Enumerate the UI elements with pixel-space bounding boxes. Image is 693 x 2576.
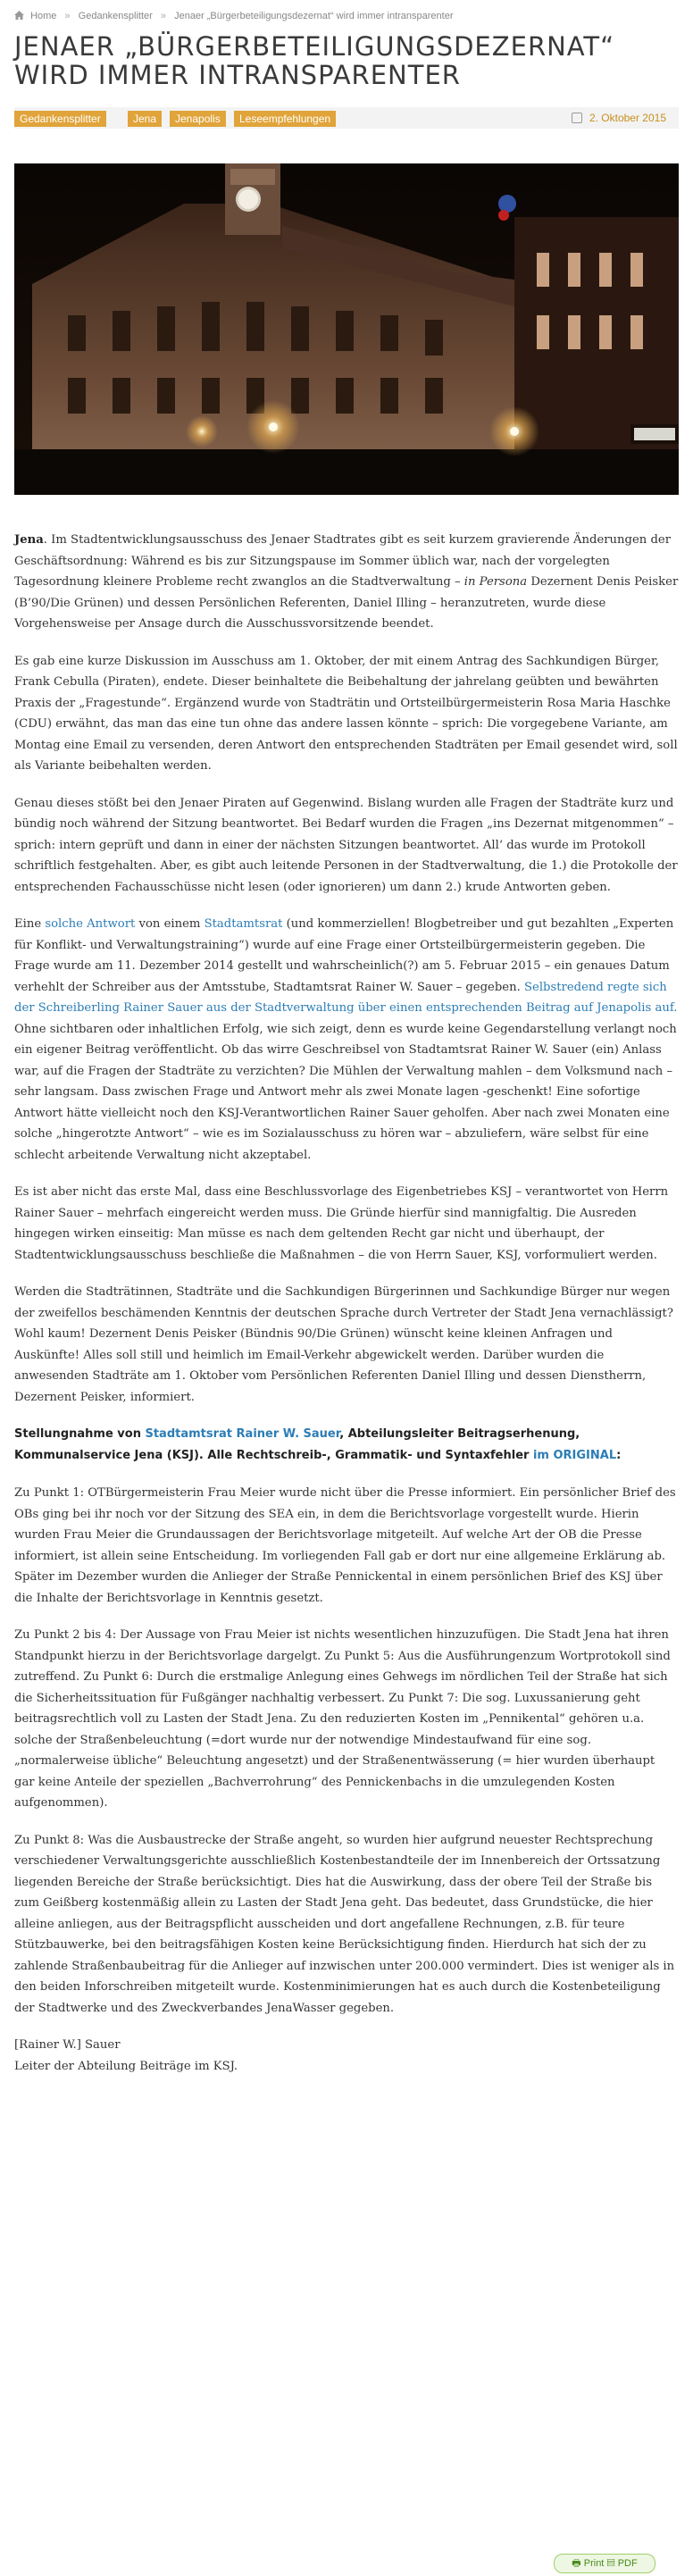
pdf-icon: ▤ <box>606 2558 615 2569</box>
tag-bar <box>14 107 679 129</box>
breadcrumb-item-category[interactable]: Gedankensplitter <box>78 11 153 21</box>
post-date-text: 2. Oktober 2015 <box>589 112 666 124</box>
paragraph: Zu Punkt 8: Was die Ausbaustrecke der Straße angeht, so wurden hier aufgrund neuester Rechtsprechung verschiedener Verwaltungsgerichte ausschließlich Kostenbestandteile der im Innenbereich der Ortssatzung liegenden Bereiche der Straße berücksichtigt. Dies hat die Auswirkung, dass der obere Teil der Straße bis zum Geißberg kostenmäßig allein zu Lasten der Stadt Jena geht. Das bedeutet, dass Grundstücke, die hier alleine anliegen, aus der Beitragspflicht ausscheiden und dort angefallene Rechnungen, z.B. für teure Stützbauwerke, bei den beitragsfähigen Kosten keine Berücksichtigung finden. Hierdurch hat sich der zu zahlende Straßenbaubeitrag für die Anlieger auf inzwischen unter 200.000 vermindert. Dies ist weniger als in den beiden Inforschreiben mitgeteilt wurde. Kostenminimierungen hat es auch durch die Kostenbeteiligung der Stadtwerke und des Zweckverbandes JenaWasser gegeben. <box>14 1833 675 2015</box>
article-body <box>14 530 679 2093</box>
link-solche-antwort[interactable]: solche Antwort <box>45 917 136 931</box>
breadcrumb-item-current: Jenaer „Bürgerbeteiligungsdezernat“ wird immer intransparenter <box>174 11 454 21</box>
home-icon[interactable] <box>14 11 24 20</box>
paragraph: Es ist aber nicht das erste Mal, dass eine Beschlussvorlage des Eigenbetriebes KSJ – verantwortet von Herrn Rainer Sauer – mehrfach eingereicht werden muss. Die Gründe hierfür sind mannigfaltig. Die Ausreden hingegen wirken einseitig: Man müsse es nach dem geltenden Recht gar nicht und überhaupt, der Stadtentwicklungsausschuss beschließe die Maßnahmen – die von Herrn Sauer, KSJ, vorformuliert werden. <box>14 1185 669 1262</box>
page-title: JENAER „BÜRGERBETEILIGUNGSDEZERNAT“ WIRD IMMER INTRANSPARENTER <box>14 31 615 90</box>
calendar-icon <box>572 113 582 123</box>
breadcrumb-separator: » <box>64 11 71 21</box>
post-date <box>572 112 666 124</box>
tag-gedankensplitter[interactable]: Gedankensplitter <box>14 111 106 127</box>
featured-image <box>14 163 679 495</box>
print-icon: 🖶 <box>572 2558 581 2569</box>
tag-leseempfehlungen[interactable]: Leseempfehlungen <box>234 111 336 127</box>
paragraph: Zu Punkt 1: OTBürgermeisterin Frau Meier wurde nicht über die Presse informiert. Ein persönlicher Brief des OBs ging bei ihr noch vor der Sitzung des SEA ein, in dem die Berichtsvorlage vorgestellt wurde. Hierin wurden Frau Meier die Grundaussagen der Berichtsvorlage mitgeteilt. Auf welche Art der OB die Presse informiert, ist allein seine Entscheidung. Im vorliegenden Fall gab er dort nur eine allgemeine Erklärung ab. Später im Dezember wurden die Anlieger der Straße Pennickental in einem persönlichen Brief des KSJ über die Inhalte der Berichtsvorlage in Kenntnis gesetzt. <box>14 1486 676 1605</box>
night-building-photo <box>14 163 679 495</box>
paragraph: Genau dieses stößt bei den Jenaer Piraten auf Gegenwind. Bislang wurden alle Fragen der Stadträte kurz und bündig noch während der Sitzung beantwortet. Bei Bedarf wurden die Fragen „ins Dezernat mitgenommen“ – sprich: intern geprüft und dann in einer der nächsten Sitzungen beantwortet. All‘ das wurde im Protokoll schriftlich festgehalten. Aber, es gibt auch leitende Personen in der Stadtverwaltung, die 1.) die Protokolle der entsprechenden Fachausschüsse nicht lesen (oder ignorieren) um dann 2.) krude Antworten geben. <box>14 796 678 894</box>
print-pdf-button[interactable]: 🖶 Print ▤ PDF <box>554 2554 655 2573</box>
paragraph: Werden die Stadträtinnen, Stadträte und die Sachkundigen Bürgerinnen und Sachkundige Bürger nur wegen der zweifellos beschämenden Kenntnis der deutschen Sprache durch Vertreter der Stadt Jena vernachlässigt? Wohl kaum! Dezernent Denis Peisker (Bündnis 90/Die Grünen) wünscht keine kleinen Anfragen und Auskünfte! Alles soll still und heimlich im Email-Verkehr abgewickelt werden. Darüber wurden die anwesenden Stadträte am 1. Oktober vom Persönlichen Referenten Daniel Illing und dessen Dienstherrn, Dezernent Peisker, informiert. <box>14 1285 673 1404</box>
statement-heading: Stellungnahme von Stadtamtsrat Rainer W. Sauer, Abteilungsleiter Beitragserhenung, Kommunalservice Jena (KSJ). Alle Rechtschreib-, Grammatik- und Syntaxfehler im ORIGINAL: <box>14 1427 622 1462</box>
lead-word: Jena <box>14 533 44 547</box>
link-original[interactable]: im ORIGINAL <box>532 1449 617 1462</box>
paragraph: Eine solche Antwort von einem Stadtamtsrat (und kommerziellen! Blogbetreiber und gut bezahlten „Experten für Konflikt- und Verwaltungstraining“) wurde auf eine Frage einer Ortsteilbürgermeisterin gegeben. Die Frage wurde am 11. Dezember 2014 gestellt und wahrscheinlich(?) am 5. Februar 2015 – ein genaues Datum verhehlt der Schreiber aus der Amtsstube, Stadtamtsrat Rainer W. Sauer – gegeben. Selbstredend regte sich der Schreiberling Rainer Sauer aus der Stadtverwaltung über einen entsprechenden Beitrag auf Jenapolis auf. Ohne sichtbaren oder inhaltlichen Erfolg, wie sich zeigt, denn es wurde keine Gegendarstellung verlangt noch ein eigener Beitrag veröffentlicht. Ob das wirre Geschreibsel von Stadtamtsrat Rainer W. Sauer (ein) Anlass war, auf die Fragen der Stadträte zu verzichten? Die Mühlen der Verwaltung mahlen – dem Volksmund nach – sehr langsam. Dass zwischen Frage und Antwort mehr als zwei Monate lagen -geschenkt! Eine sofortige Antwort hätte vielleicht noch den KSJ-Verantwortlichen Rainer Sauer geholfen. Aber nach zwei Monaten eine solche „hingerotzte Antwort“ – wie es im Sozialausschuss zu hören war – abzuliefern, wäre selbst für eine schlecht arbeitende Verwaltung nicht akzeptabel. <box>14 917 678 1162</box>
paragraph: Es gab eine kurze Diskussion im Ausschuss am 1. Oktober, der mit einem Antrag des Sachkundigen Bürger, Frank Cebulla (Piraten), endete. Dieser beinhaltete die Beibehaltung der jahrelang geübten und bewährten Praxis der „Fragestunde“. Ergänzend wurde von Stadträtin und Ortsteilbürgermeisterin Rosa Maria Haschke (CDU) erwähnt, das man das eine tun ohne das andere lassen könnte – sprich: Die vorgegebene Variante, am Montag eine Email zu versenden, deren Antwort den entsprechenden Stadträten per Email gesendet wird, soll als Variante beibehalten werden. <box>14 654 678 773</box>
tag-jena[interactable]: Jena <box>128 111 162 127</box>
tag-jenapolis[interactable]: Jenapolis <box>170 111 226 127</box>
paragraph: Jena. Im Stadtentwicklungsausschuss des Jenaer Stadtrates gibt es seit kurzem gravierende Änderungen der Geschäftsordnung: Während es bis zur Sitzungspause im Sommer üblich war, nach der vorgelegten Tagesordnung kleinere Probleme recht zwanglos an die Stadtverwaltung – in Persona Dezernent Denis Peisker (B’90/Die Grünen) und dessen Persönlichen Referenten, Daniel Illing – heranzutreten, wurde diese Vorgehensweise per Ansage durch die Ausschussvorsitzende beendet. <box>14 533 679 631</box>
link-stadtamtsrat[interactable]: Stadtamtsrat <box>204 917 283 931</box>
signature: [Rainer W.] Sauer Leiter der Abteilung Beiträge im KSJ. <box>14 2038 238 2073</box>
paragraph: Zu Punkt 2 bis 4: Der Aussage von Frau Meier ist nichts wesentlichen hinzuzufügen. Die Stadt Jena hat ihren Standpunkt hierzu in der Berichtsvorlage dargelgt. Zu Punkt 5: Aus die Ausführungenzum Wortprotokoll sind zutreffend. Zu Punkt 6: Durch die erstmalige Anlegung eines Gehwegs im nördlichen Teil der Straße hat sich die Sicherheitssituation für Fußgänger nachhaltig verbessert. Zu Punkt 7: Die sog. Luxussanierung geht beitragsrechtlich voll zu Lasten der Stadt Jena. Zu den reduzierten Kosten im „Pennikental“ gehören u.a. solche der Straßenbeleuchtung (=dort wurde nur der notwendige Mindestaufwand für eine sog. „normalerweise übliche“ Beleuchtung angesetzt) und der Straßenentwässerung (= hier wurden überhaupt gar keine Anteile der speziellen „Bachverrohrung“ des Pennickenbachs in die umzulegenden Kosten aufgenommen). <box>14 1628 671 1810</box>
link-stadtamtsrat-sauer[interactable]: Stadtamtsrat Rainer W. Sauer <box>145 1427 340 1441</box>
breadcrumb-home[interactable]: Home <box>30 11 57 21</box>
breadcrumb-separator: » <box>160 11 167 21</box>
breadcrumb <box>14 11 454 21</box>
link-jenapolis-beitrag[interactable]: Selbstredend regte sich der Schreiberling Rainer Sauer aus der Stadtverwaltung über einen entsprechenden Beitrag auf Jenapolis auf. <box>14 980 678 1015</box>
